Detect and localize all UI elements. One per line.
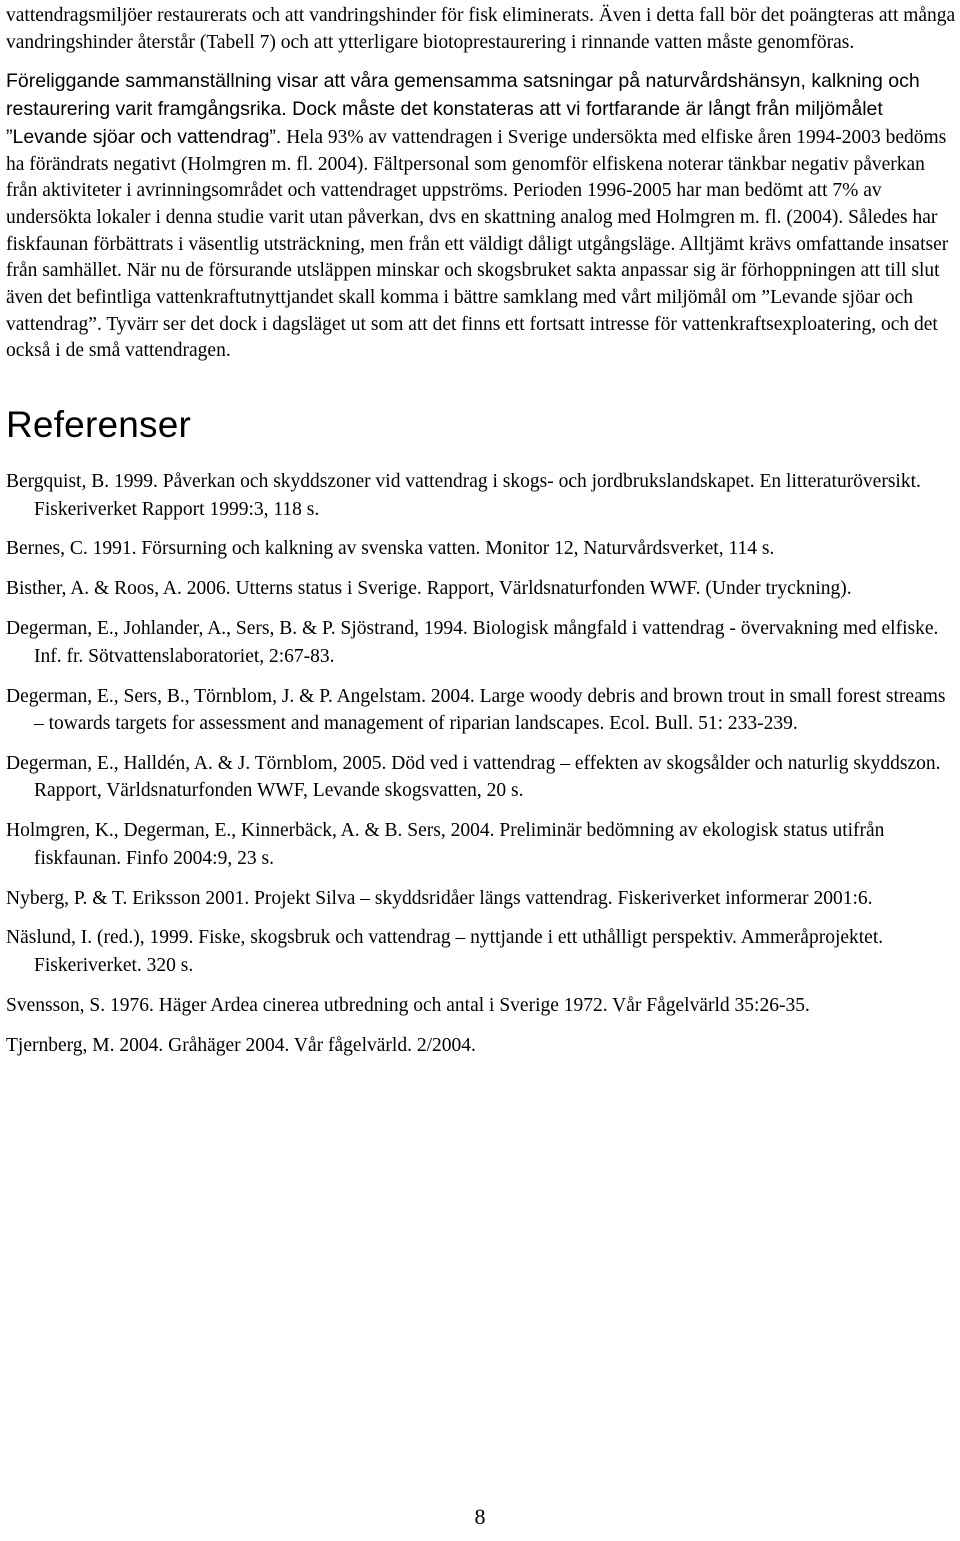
- references-heading: Referenser: [6, 404, 192, 446]
- reference-item: Bisther, A. & Roos, A. 2006. Utterns status i Sverige. Rapport, Världsnaturfonden WWF. (Under tryckning).: [6, 578, 852, 600]
- page-content: [6, 3, 956, 1059]
- reference-list: [6, 468, 956, 1059]
- reference-item: Bergquist, B. 1999. Påverkan och skyddszoner vid vattendrag i skogs- och jordbrukslandskapet. En litteraturöversikt. Fiskeriverket Rapport 1999:3, 118 s.: [6, 471, 921, 520]
- body-paragraph-2: [6, 68, 956, 365]
- reference-item: Degerman, E., Sers, B., Törnblom, J. & P. Angelstam. 2004. Large woody debris and brown trout in small forest streams – towards targets for assessment and management of riparian landscapes. Ecol. Bull. 51: 233-239.: [6, 685, 946, 734]
- body-paragraph-2-sans-part: Föreliggande sammanställning visar att våra gemensamma satsningar på naturvårdshänsyn, kalkning och restaurering varit framgångsrika. Dock måste det konstateras att vi fortfarande är långt från miljömålet ”Levande sjöar och vattendrag”.: [6, 70, 920, 148]
- reference-item: Svensson, S. 1976. Häger Ardea cinerea utbredning och antal i Sverige 1972. Vår Fågelvärld 35:26-35.: [6, 994, 810, 1016]
- body-paragraph-1: vattendragsmiljöer restaurerats och att vandringshinder för fisk eliminerats. Även i detta fall bör det poängteras att många vandringshinder återstår (Tabell 7) och att ytterligare biotoprestaurering i rinnande vatten måste genomföras.: [6, 5, 956, 53]
- reference-item: Degerman, E., Johlander, A., Sers, B. & P. Sjöstrand, 1994. Biologisk mångfald i vattendrag - övervakning med elfiske. Inf. fr. Sötvattenslaboratoriet, 2:67-83.: [6, 618, 939, 667]
- reference-item: Tjernberg, M. 2004. Gråhäger 2004. Vår fågelvärld. 2/2004.: [6, 1034, 476, 1056]
- reference-item: Holmgren, K., Degerman, E., Kinnerbäck, A. & B. Sers, 2004. Preliminär bedömning av ekologisk status utifrån fiskfaunan. Finfo 2004:9, 23 s.: [6, 820, 885, 869]
- reference-item: Degerman, E., Halldén, A. & J. Törnblom, 2005. Död ved i vattendrag – effekten av skogsålder och naturlig skyddszon. Rapport, Världsnaturfonden WWF, Levande skogsvatten, 20 s.: [6, 752, 941, 802]
- body-paragraph-2-serif-part: Hela 93% av vattendragen i Sverige undersökta med elfiske åren 1994-2003 bedöms ha förändrats negativt (Holmgren m. fl. 2004). Fältpersonal som genomför elfiskena noterar tänkbar negativ påverkan från aktiviteter i avrinningsområdet och vattendraget uppströms. Perioden 1996-2005 har man bedömt att 7% av undersökta lokaler i denna studie varit utan påverkan, dvs en skattning analog med Holmgren m. fl. (2004). Således har fiskfaunan förbättrats i väsentlig utsträckning, men från ett väldigt dåligt utgångsläge. Alltjämt krävs omfattande insatser från samhället. När nu de försurande utsläppen minskar och skogsbruket sakta anpassar sig är förhoppningen att till slut även det befintliga vattenkraftutnyttjandet skall komma i bättre samklang med vårt miljömål om ”Levande sjöar och vattendrag”. Tyvärr ser det dock i dagsläget ut som att det finns ett fortsatt intresse för vattenkraftsexploatering, och det också i de små vattendragen.: [6, 126, 949, 362]
- reference-item: Bernes, C. 1991. Försurning och kalkning av svenska vatten. Monitor 12, Naturvårdsverket, 114 s.: [6, 538, 775, 560]
- reference-item: Nyberg, P. & T. Eriksson 2001. Projekt Silva – skyddsridåer längs vattendrag. Fiskeriverket informerar 2001:6.: [6, 887, 873, 909]
- page-number: 8: [474, 1504, 486, 1529]
- reference-item: Näslund, I. (red.), 1999. Fiske, skogsbruk och vattendrag – nyttjande i ett uthålligt perspektiv. Ammeråprojektet. Fiskeriverket. 320 s.: [6, 927, 884, 976]
